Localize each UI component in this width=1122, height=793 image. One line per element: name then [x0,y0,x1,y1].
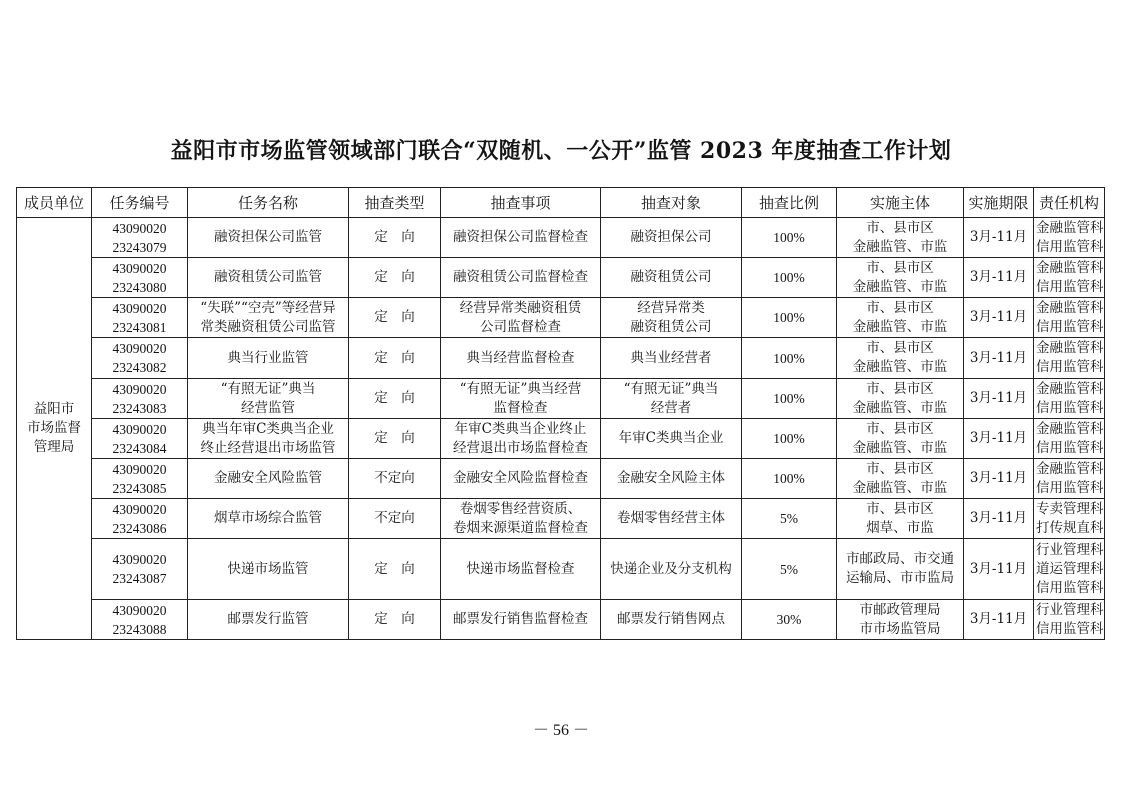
task-id-line: 23243081 [112,319,167,335]
inspection-item-line: 年审C类典当企业终止 [454,420,587,437]
inspection-type-cell: 定 向 [349,218,441,258]
inspection-ratio-cell: 100% [742,218,837,258]
implementing-body-cell [837,499,964,539]
implementing-body-line: 运输局、市市监局 [846,570,954,586]
responsible-org-line: 行业管理科 [1036,541,1104,558]
header-task-id: 任务编号 [92,188,188,218]
task-name-cell [188,298,349,338]
task-id-line: 23243079 [112,239,167,255]
implementing-body-line: 金融监管、市监 [852,439,948,456]
task-id-line: 23243082 [112,360,167,375]
inspection-type-cell: 定 向 [349,539,441,600]
inspection-type-cell: 定 向 [349,298,441,338]
inspection-item-cell [441,499,601,539]
implementing-body-cell [837,459,964,499]
inspection-object-cell [601,338,742,379]
responsible-org-cell [1034,218,1105,258]
task-id-line: 43090020 [112,602,167,618]
task-id-line: 23243083 [112,400,167,416]
inspection-ratio-cell: 100% [742,379,837,419]
task-id-line: 43090020 [112,260,167,276]
inspection-item-cell [441,379,601,419]
responsible-org-line: 信用监管科 [1036,439,1104,456]
task-id-line: 23243087 [112,571,167,586]
implementation-period-cell: 3月-11月 [964,539,1034,600]
implementation-period-cell: 3月-11月 [964,419,1034,459]
inspection-type-cell: 定 向 [349,338,441,379]
responsible-org-line: 信用监管科 [1036,238,1104,255]
page-number: － 56 － [532,722,589,739]
task-id-line: 43090020 [112,381,167,397]
header-inspection-type: 抽查类型 [349,188,441,218]
inspection-object-line: 经营异常类 [637,299,705,316]
task-name-line: 融资担保公司监管 [214,229,322,245]
inspection-type-cell: 定 向 [349,600,441,640]
header-implementing-body: 实施主体 [837,188,964,218]
inspection-object-cell [601,539,742,600]
inspection-item-cell [441,539,601,600]
task-id-line: 43090020 [112,552,167,567]
inspection-item-line: 公司监督检查 [480,318,561,335]
member-unit-line: 管理局 [33,439,75,455]
implementation-period-cell: 3月-11月 [964,379,1034,419]
inspection-type-cell: 定 向 [349,379,441,419]
inspection-object-line: 经营者 [650,399,692,416]
task-id-cell [92,379,188,419]
inspection-item-cell [441,459,601,499]
member-unit-line: 益阳市 [33,401,75,417]
task-id-cell [92,338,188,379]
responsible-org-line: 道运管理科 [1036,560,1104,577]
inspection-plan-table [16,187,1105,640]
responsible-org-cell [1034,459,1105,499]
task-name-line: 常类融资租赁公司监管 [200,318,336,335]
task-name-line: 烟草市场综合监管 [214,510,322,526]
task-name-line: “有照无证”典当 [220,380,316,397]
responsible-org-cell [1034,499,1105,539]
implementing-body-cell [837,218,964,258]
implementing-body-cell [837,379,964,419]
implementation-period-cell: 3月-11月 [964,459,1034,499]
table-row [17,338,1105,379]
task-name-cell [188,499,349,539]
implementing-body-line: 金融监管、市监 [852,479,948,496]
task-name-line: 典当行业监管 [227,349,309,366]
implementing-body-line: 市、县市区 [866,299,934,316]
responsible-org-cell [1034,419,1105,459]
inspection-type-cell: 不定向 [349,459,441,499]
task-id-line: 43090020 [112,220,167,236]
inspection-ratio-cell: 100% [742,338,837,379]
responsible-org-line: 金融监管科 [1036,460,1104,477]
header-inspection-item: 抽查事项 [441,188,601,218]
task-name-line: 融资租赁公司监管 [214,269,322,285]
responsible-org-line: 金融监管科 [1036,340,1104,356]
inspection-object-cell [601,379,742,419]
responsible-org-line: 信用监管科 [1036,479,1104,496]
responsible-org-cell [1034,298,1105,338]
responsible-org-cell [1034,338,1105,379]
task-name-cell [188,539,349,600]
implementing-body-line: 金融监管、市监 [852,278,948,295]
inspection-object-line: 卷烟零售经营主体 [617,510,725,526]
inspection-item-cell [441,419,601,459]
implementing-body-line: 烟草、市监 [866,519,934,536]
inspection-item-cell [441,600,601,640]
responsible-org-line: 专卖管理科 [1036,500,1104,517]
task-id-line: 23243086 [112,520,167,536]
task-id-line: 43090020 [112,341,167,356]
task-id-line: 23243080 [112,279,167,295]
responsible-org-line: 金融监管科 [1036,259,1104,276]
responsible-org-cell [1034,258,1105,298]
implementing-body-cell [837,258,964,298]
header-responsible-org: 责任机构 [1034,188,1105,218]
task-id-cell [92,298,188,338]
task-id-line: 23243088 [112,621,167,637]
inspection-ratio-cell: 100% [742,419,837,459]
implementing-body-line: 市市场监管局 [859,620,941,637]
task-id-cell [92,459,188,499]
inspection-object-line: 年审C类典当企业 [618,430,724,446]
responsible-org-line: 信用监管科 [1036,620,1104,637]
inspection-object-cell [601,419,742,459]
header-member-unit: 成员单位 [17,188,92,218]
task-id-line: 43090020 [112,461,167,477]
task-name-cell [188,419,349,459]
implementing-body-cell [837,338,964,379]
inspection-item-line: 典当经营监督检查 [466,349,575,366]
implementation-period-cell: 3月-11月 [964,258,1034,298]
task-name-line: 经营监管 [241,399,295,416]
inspection-type-cell: 定 向 [349,258,441,298]
implementing-body-cell [837,298,964,338]
implementing-body-line: 市、县市区 [866,500,934,517]
responsible-org-line: 行业管理科 [1036,601,1104,618]
table-row [17,539,1105,600]
task-name-line: “失联”“空壳”等经营异 [200,299,336,316]
task-id-cell [92,218,188,258]
task-name-cell [188,258,349,298]
inspection-object-line: 快递企业及分支机构 [610,560,732,577]
implementing-body-line: 金融监管、市监 [852,238,948,255]
inspection-item-cell [441,258,601,298]
table-row [17,379,1105,419]
implementing-body-line: 市、县市区 [866,420,934,437]
responsible-org-line: 信用监管科 [1036,359,1104,375]
inspection-item-line: 卷烟来源渠道监督检查 [453,519,588,536]
inspection-object-cell [601,499,742,539]
task-id-line: 23243085 [112,480,167,496]
responsible-org-cell [1034,600,1105,640]
responsible-org-line: 信用监管科 [1036,399,1104,416]
responsible-org-line: 金融监管科 [1036,420,1104,437]
inspection-object-cell [601,600,742,640]
inspection-type-cell: 定 向 [349,419,441,459]
inspection-item-cell [441,218,601,258]
responsible-org-line: 金融监管科 [1036,380,1104,397]
responsible-org-line: 金融监管科 [1036,299,1104,316]
inspection-ratio-cell: 5% [742,539,837,600]
implementing-body-line: 市邮政局、市交通 [846,551,954,567]
implementation-period-cell: 3月-11月 [964,218,1034,258]
implementation-period-cell: 3月-11月 [964,499,1034,539]
task-name-line: 典当年审C类典当企业 [202,420,334,437]
inspection-item-line: “有照无证”典当经营 [459,380,582,397]
header-inspection-ratio: 抽查比例 [742,188,837,218]
inspection-type-cell: 不定向 [349,499,441,539]
inspection-object-cell [601,298,742,338]
task-id-line: 43090020 [112,421,167,437]
inspection-item-line: 金融安全风险监督检查 [453,470,588,486]
table-row [17,218,1105,258]
inspection-item-line: 邮票发行销售监督检查 [453,611,588,627]
header-implementation-period: 实施期限 [964,188,1034,218]
implementing-body-line: 市、县市区 [866,380,934,397]
inspection-item-line: 卷烟零售经营资质、 [459,500,582,517]
table-row [17,499,1105,539]
implementing-body-line: 市、县市区 [866,259,934,276]
implementing-body-line: 金融监管、市监 [852,399,948,416]
inspection-item-line: 监督检查 [493,399,548,416]
inspection-ratio-cell: 100% [742,298,837,338]
implementing-body-line: 金融监管、市监 [852,318,948,335]
responsible-org-cell [1034,379,1105,419]
document-title: 益阳市市场监管领域部门联合“双随机、一公开”监管 2023 年度抽查工作计划 [170,138,952,164]
responsible-org-line: 金融监管科 [1036,219,1104,236]
inspection-object-line: 典当业经营者 [630,349,712,366]
inspection-item-line: 快递市场监督检查 [466,560,575,577]
responsible-org-cell [1034,539,1105,600]
task-name-line: 邮票发行监管 [227,611,309,627]
responsible-org-line: 信用监管科 [1036,579,1104,596]
inspection-object-cell [601,258,742,298]
responsible-org-line: 信用监管科 [1036,318,1104,335]
inspection-ratio-cell: 30% [742,600,837,640]
header-inspection-object: 抽查对象 [601,188,742,218]
task-name-line: 终止经营退出市场监管 [200,439,336,456]
table-row [17,258,1105,298]
implementation-period-cell: 3月-11月 [964,600,1034,640]
member-unit-line: 市场监督 [27,420,81,436]
implementing-body-line: 市、县市区 [866,219,934,236]
inspection-item-line: 融资租赁公司监督检查 [453,269,588,285]
table-row [17,298,1105,338]
task-id-line: 43090020 [112,300,167,316]
member-unit-cell [17,218,92,640]
table-body [17,218,1105,640]
header-task-name: 任务名称 [188,188,349,218]
task-name-cell [188,338,349,379]
implementing-body-line: 市、县市区 [866,340,934,356]
task-id-cell [92,419,188,459]
inspection-object-line: 融资租赁公司 [630,269,712,285]
inspection-ratio-cell: 100% [742,258,837,298]
task-name-cell [188,379,349,419]
implementing-body-cell [837,539,964,600]
inspection-item-cell [441,298,601,338]
table-row [17,419,1105,459]
inspection-object-line: “有照无证”典当 [623,380,719,397]
inspection-item-line: 经营退出市场监督检查 [453,439,588,456]
inspection-item-line: 融资担保公司监督检查 [453,229,588,245]
inspection-object-line: 融资租赁公司 [630,318,712,335]
inspection-object-line: 金融安全风险主体 [617,470,725,486]
table-row [17,459,1105,499]
implementation-period-cell: 3月-11月 [964,298,1034,338]
task-name-cell [188,600,349,640]
task-id-cell [92,539,188,600]
implementing-body-cell [837,600,964,640]
task-name-cell [188,218,349,258]
inspection-item-line: 经营异常类融资租赁 [459,299,582,316]
table-row [17,600,1105,640]
implementing-body-line: 市、县市区 [866,460,934,477]
task-id-cell [92,600,188,640]
implementing-body-cell [837,419,964,459]
task-name-line: 快递市场监管 [227,560,309,577]
inspection-object-cell [601,459,742,499]
inspection-object-cell [601,218,742,258]
task-id-cell [92,499,188,539]
implementing-body-line: 市邮政管理局 [859,601,941,618]
responsible-org-line: 信用监管科 [1036,278,1104,295]
inspection-item-cell [441,338,601,379]
inspection-object-line: 融资担保公司 [630,229,712,245]
implementing-body-line: 金融监管、市监 [852,359,948,375]
task-id-cell [92,258,188,298]
inspection-ratio-cell: 100% [742,459,837,499]
task-name-line: 金融安全风险监管 [214,470,322,486]
inspection-ratio-cell: 5% [742,499,837,539]
task-id-line: 43090020 [112,501,167,517]
inspection-object-line: 邮票发行销售网点 [617,611,725,627]
task-name-cell [188,459,349,499]
responsible-org-line: 打传规直科 [1036,519,1104,536]
table-header-row [17,188,1105,218]
implementation-period-cell: 3月-11月 [964,338,1034,379]
task-id-line: 23243084 [112,440,167,456]
